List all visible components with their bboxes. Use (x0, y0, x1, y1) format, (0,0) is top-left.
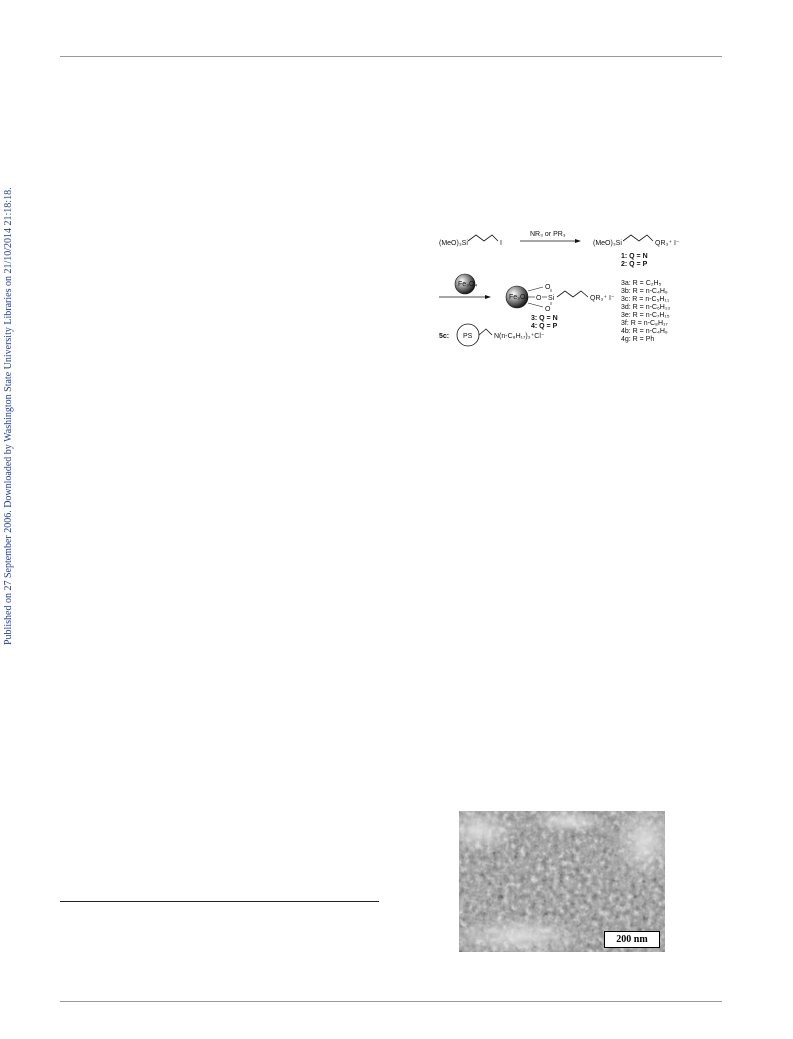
download-stamp: Published on 27 September 2006. Downloaded by Washington State University Libraries on 21/10/2014 21:18:18. (3, 187, 14, 645)
oxygen-top: O (545, 284, 551, 291)
grafted-label-1: 3: Q = N (531, 315, 558, 322)
grafted-group: QR₃⁺ I⁻ (590, 295, 615, 302)
bottom-rule (60, 1001, 722, 1002)
oxygen-bottom: O (545, 306, 551, 313)
grafted-label-2: 4: Q = P (531, 323, 558, 330)
product-label-1: 1: Q = N (621, 253, 648, 260)
grafted-chain (557, 291, 588, 297)
ps-linker (479, 329, 492, 335)
r-item-3e: 3e: R = n-C₇H₁₅ (621, 312, 670, 319)
reagent-label: NR₃ or PR₃ (530, 231, 566, 238)
footnote-rule (60, 901, 379, 902)
bond-top (528, 287, 543, 291)
scale-bar-label: 200 nm (604, 931, 660, 948)
product-chain (623, 235, 653, 241)
r-item-3b: 3b: R = n-C₄H₉ (621, 288, 668, 295)
ps-compound-label: 5c: (439, 333, 450, 340)
r-item-3d: 3d: R = n-C₆H₁₃ (621, 304, 671, 311)
reaction-scheme (435, 225, 755, 365)
r-item-4b: 4b: R = n-C₄H₉ (621, 328, 668, 335)
reactant-silane: (MeO)₃Si (439, 240, 468, 247)
product-label-2: 2: Q = P (621, 261, 648, 268)
product-silane: (MeO)₃Si (593, 240, 622, 247)
fe3o4-label: Fe₃O₄ (458, 281, 478, 288)
r-item-3a: 3a: R = C₂H₅ (621, 280, 662, 287)
oxygen-mid: O (536, 295, 542, 302)
r-item-3f: 3f: R = n-C₈H₁₇ (621, 320, 668, 327)
propyl-chain (468, 235, 498, 241)
silicon-atom: Si (548, 295, 555, 302)
arrowhead-1 (575, 239, 581, 243)
iodide-label: I (500, 240, 502, 247)
arrowhead-2 (485, 295, 491, 299)
bond-bottom (528, 303, 543, 307)
top-rule (60, 56, 722, 57)
grafted-fe3o4-label: Fe₃O₄ (509, 294, 529, 301)
ps-label: PS (463, 333, 473, 340)
sem-micrograph (459, 811, 665, 952)
ps-group: N(n-C₈H₁₇)₃⁺Cl⁻ (494, 333, 545, 340)
product-group: QR₃⁺ I⁻ (655, 240, 680, 247)
r-item-4g: 4g: R = Ph (621, 336, 655, 343)
r-item-3c: 3c: R = n-C₅H₁₁ (621, 296, 670, 303)
